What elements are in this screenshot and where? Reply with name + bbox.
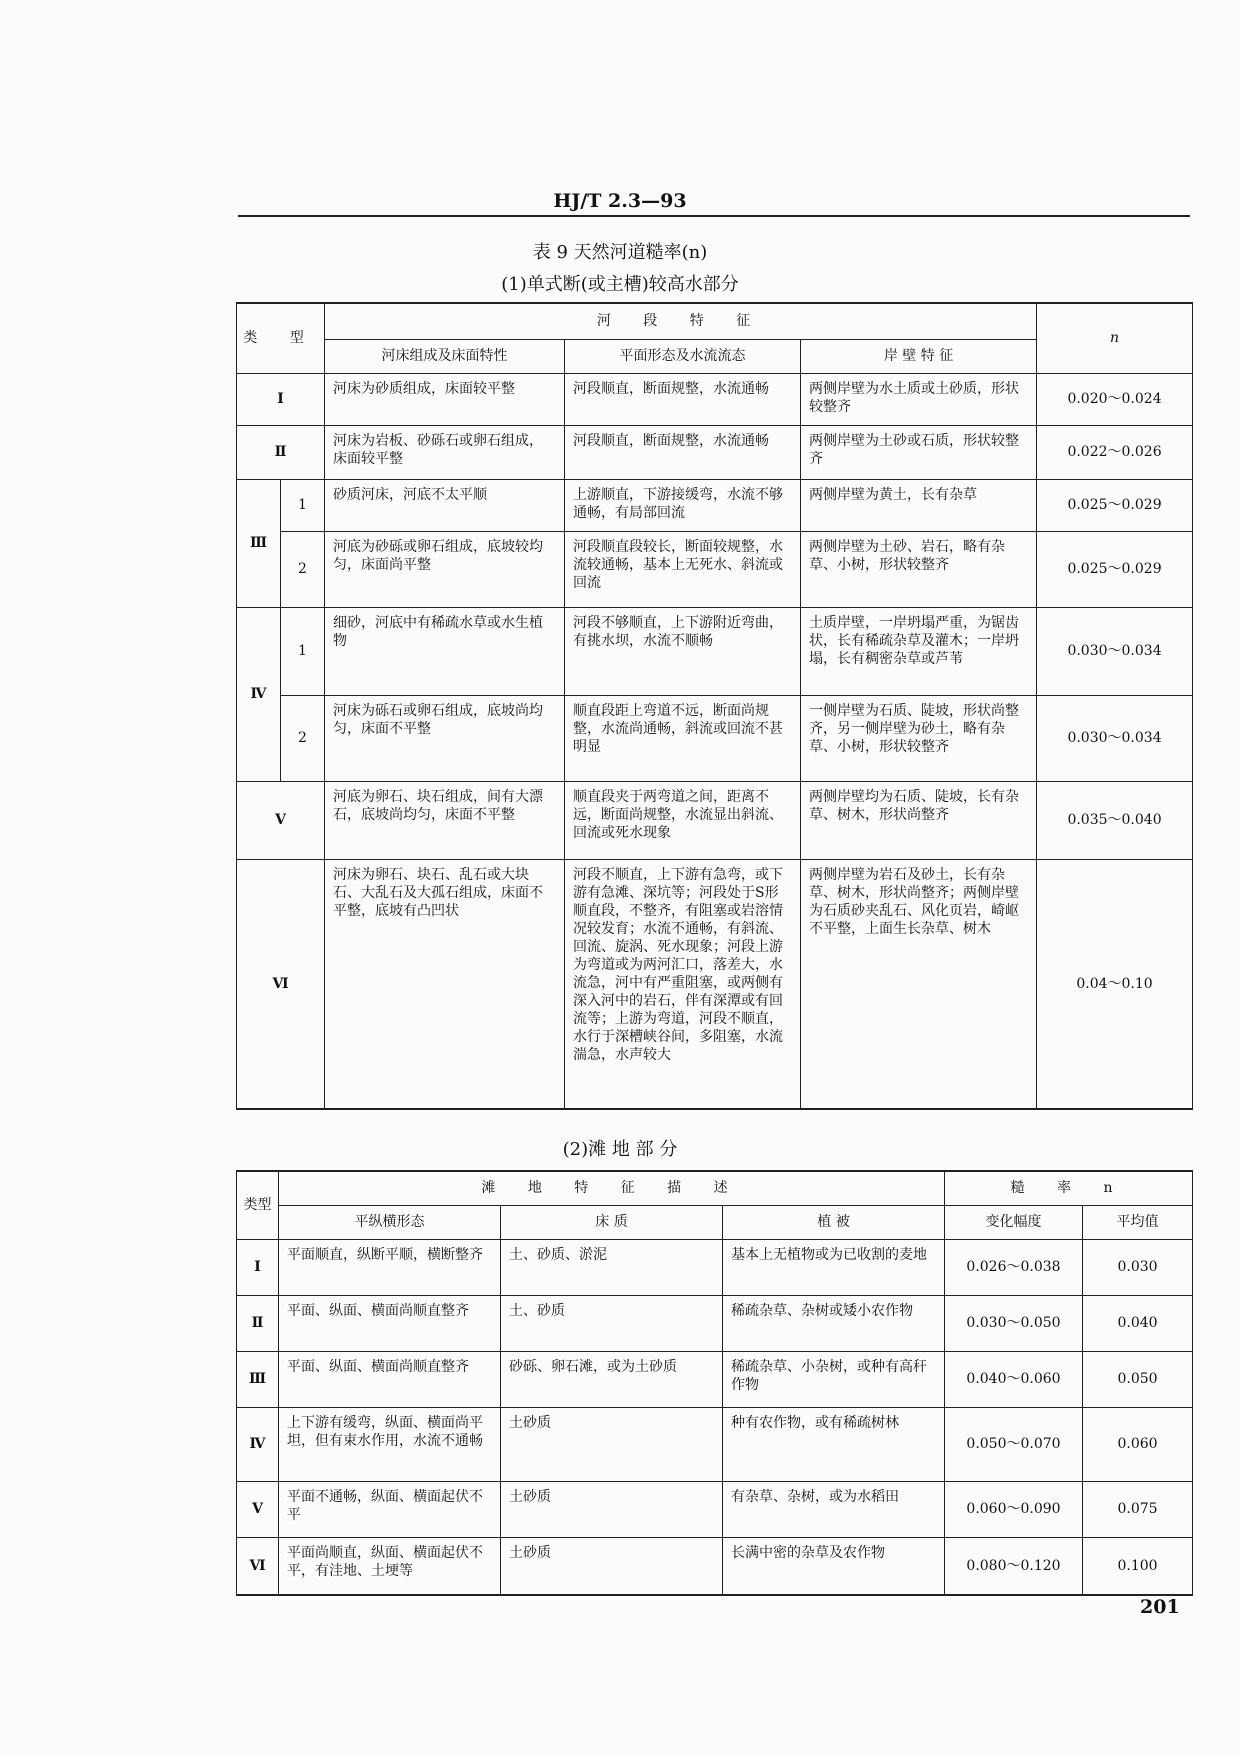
shape-cell: 平面尚顺直，纵面、横面起伏不平，有洼地、土埂等: [279, 1537, 501, 1595]
flow-cell: 河段顺直，断面规整，水流通畅: [565, 425, 801, 479]
table-row: [237, 1295, 1193, 1351]
type-cell: Ⅲ: [237, 1351, 279, 1407]
range-cell: 0.026～0.038: [945, 1239, 1083, 1295]
subtype-cell: 1: [281, 607, 325, 695]
header-bed: 河床组成及床面特性: [325, 339, 565, 373]
bank-cell: 两侧岸壁为水土质或土砂质，形状较整齐: [801, 373, 1037, 425]
flow-cell: 河段不顺直，上下游有急弯，或下游有急滩、深坑等；河段处于S形顺直段，不整齐，有阻塞或岩溶情况较发育；水流不通畅，有斜流、回流、旋涡、死水现象；河段上游为弯道或为两河汇口，落差大，水流急，河中有严重阻塞，或两侧有深入河中的岩石，伴有深潭或有回流等；上游为弯道，河段不顺直，水行于深槽峡谷间，多阻塞，水流湍急，水声较大: [565, 859, 801, 1109]
bed-cell: 河床为卵石、块石、乱石或大块石、大乱石及大孤石组成，床面不平整，底坡有凸凹状: [325, 859, 565, 1109]
bank-cell: 两侧岸壁均为石质、陡坡，长有杂草、树木，形状尚整齐: [801, 781, 1037, 859]
n-cell: 0.025～0.029: [1037, 479, 1193, 531]
flow-cell: 河段顺直，断面规整，水流通畅: [565, 373, 801, 425]
header-type: 类 型: [237, 303, 325, 373]
page-number: 201: [1140, 1596, 1180, 1618]
table-row: [237, 607, 1193, 695]
table-row: [237, 531, 1193, 607]
document-code: HJ/T 2.3—93: [553, 190, 687, 212]
table-row: [237, 373, 1193, 425]
n-cell: 0.04～0.10: [1037, 859, 1193, 1109]
n-cell: 0.022～0.026: [1037, 425, 1193, 479]
table-row: [237, 859, 1193, 1109]
type-cell: Ⅳ: [237, 607, 281, 781]
range-cell: 0.050～0.070: [945, 1407, 1083, 1481]
vegetation-cell: 长满中密的杂草及农作物: [723, 1537, 945, 1595]
table-row: [237, 425, 1193, 479]
bed-material-cell: 土砂质: [501, 1481, 723, 1537]
n-cell: 0.030～0.034: [1037, 607, 1193, 695]
bed-material-cell: 土砂质: [501, 1537, 723, 1595]
bank-cell: 两侧岸壁为土砂或石质，形状较整齐: [801, 425, 1037, 479]
table-row: [237, 1239, 1193, 1295]
header-range: 变化幅度: [945, 1205, 1083, 1239]
vegetation-cell: 基本上无植物或为已收割的麦地: [723, 1239, 945, 1295]
type-cell: Ⅵ: [237, 859, 325, 1109]
bank-cell: 土质岸壁，一岸坍塌严重，为锯齿状，长有稀疏杂草及灌木；一岸坍塌，长有稠密杂草或芦苇: [801, 607, 1037, 695]
table-row: [237, 1407, 1193, 1481]
header-vegetation: 植 被: [723, 1205, 945, 1239]
average-cell: 0.100: [1083, 1537, 1193, 1595]
bank-cell: 一侧岸壁为石质、陡坡，形状尚整齐，另一侧岸壁为砂土，略有杂草、小树，形状较整齐: [801, 695, 1037, 781]
type-cell: Ⅳ: [237, 1407, 279, 1481]
subtype-cell: 2: [281, 695, 325, 781]
bed-material-cell: 砂砾、卵石滩，或为土砂质: [501, 1351, 723, 1407]
table-row: [237, 695, 1193, 781]
table-title: 表 9 天然河道糙率(n): [532, 242, 708, 263]
bed-cell: 细砂，河底中有稀疏水草或水生植物: [325, 607, 565, 695]
vegetation-cell: 稀疏杂草、杂树或矮小农作物: [723, 1295, 945, 1351]
average-cell: 0.030: [1083, 1239, 1193, 1295]
section1-title: (1)单式断(或主槽)较高水部分: [501, 274, 739, 295]
n-cell: 0.020～0.024: [1037, 373, 1193, 425]
bed-cell: 河底为砂砾或卵石组成，底坡较均匀，床面尚平整: [325, 531, 565, 607]
header-shape: 平纵横形态: [279, 1205, 501, 1239]
n-cell: 0.030～0.034: [1037, 695, 1193, 781]
bed-cell: 河床为砾石或卵石组成，底坡尚均匀，床面不平整: [325, 695, 565, 781]
table-row: [237, 1481, 1193, 1537]
range-cell: 0.080～0.120: [945, 1537, 1083, 1595]
header-type: 类型: [237, 1171, 279, 1239]
bed-cell: 砂质河床，河底不太平顺: [325, 479, 565, 531]
range-cell: 0.030～0.050: [945, 1295, 1083, 1351]
header-bank: 岸 壁 特 征: [801, 339, 1037, 373]
bed-material-cell: 土、砂质: [501, 1295, 723, 1351]
type-cell: Ⅱ: [237, 1295, 279, 1351]
bed-material-cell: 土、砂质、淤泥: [501, 1239, 723, 1295]
average-cell: 0.050: [1083, 1351, 1193, 1407]
shape-cell: 平面顺直，纵断平顺，横断整齐: [279, 1239, 501, 1295]
bank-cell: 两侧岸壁为黄土，长有杂草: [801, 479, 1037, 531]
header-floodplain-features: 滩 地 特 征 描 述: [279, 1171, 945, 1205]
roughness-table-floodplain: [236, 1170, 1193, 1596]
table-row: [237, 1351, 1193, 1407]
bed-cell: 河床为岩板、砂砾石或卵石组成，床面较平整: [325, 425, 565, 479]
table-row: [237, 479, 1193, 531]
vegetation-cell: 有杂草、杂树，或为水稻田: [723, 1481, 945, 1537]
subtype-cell: 2: [281, 531, 325, 607]
average-cell: 0.060: [1083, 1407, 1193, 1481]
bank-cell: 两侧岸壁为土砂、岩石，略有杂草、小树，形状较整齐: [801, 531, 1037, 607]
bed-cell: 河床为砂质组成，床面较平整: [325, 373, 565, 425]
average-cell: 0.040: [1083, 1295, 1193, 1351]
flow-cell: 上游顺直，下游接缓弯，水流不够通畅，有局部回流: [565, 479, 801, 531]
n-cell: 0.035～0.040: [1037, 781, 1193, 859]
header-reach-features: 河 段 特 征: [325, 303, 1037, 339]
section2-title: (2)滩 地 部 分: [562, 1139, 678, 1160]
flow-cell: 河段不够顺直，上下游附近弯曲，有挑水坝，水流不顺畅: [565, 607, 801, 695]
type-cell: I: [237, 373, 325, 425]
bank-cell: 两侧岸壁为岩石及砂土，长有杂草、树木，形状尚整齐；两侧岸壁为石质砂夹乱石、风化页岩，崎岖不平整，上面生长杂草、树木: [801, 859, 1037, 1109]
flow-cell: 顺直段夹于两弯道之间，距离不远，断面尚规整，水流显出斜流、回流或死水现象: [565, 781, 801, 859]
shape-cell: 平面、纵面、横面尚顺直整齐: [279, 1295, 501, 1351]
header-bed-material: 床 质: [501, 1205, 723, 1239]
flow-cell: 河段顺直段较长，断面较规整，水流较通畅，基本上无死水、斜流或回流: [565, 531, 801, 607]
range-cell: 0.040～0.060: [945, 1351, 1083, 1407]
flow-cell: 顺直段距上弯道不远，断面尚规整，水流尚通畅，斜流或回流不甚明显: [565, 695, 801, 781]
shape-cell: 平面、纵面、横面尚顺直整齐: [279, 1351, 501, 1407]
n-cell: 0.025～0.029: [1037, 531, 1193, 607]
type-cell: V: [237, 781, 325, 859]
roughness-table-main-channel: [236, 302, 1193, 1110]
type-cell: Ⅵ: [237, 1537, 279, 1595]
range-cell: 0.060～0.090: [945, 1481, 1083, 1537]
vegetation-cell: 稀疏杂草、小杂树，或种有高秆作物: [723, 1351, 945, 1407]
shape-cell: 上下游有缓弯，纵面、横面尚平坦，但有束水作用，水流不通畅: [279, 1407, 501, 1481]
bed-cell: 河底为卵石、块石组成，间有大漂石，底坡尚均匀，床面不平整: [325, 781, 565, 859]
type-cell: V: [237, 1481, 279, 1537]
type-cell: Ⅲ: [237, 479, 281, 607]
vegetation-cell: 种有农作物，或有稀疏树林: [723, 1407, 945, 1481]
header-n: n: [1037, 303, 1193, 373]
bed-material-cell: 土砂质: [501, 1407, 723, 1481]
average-cell: 0.075: [1083, 1481, 1193, 1537]
type-cell: I: [237, 1239, 279, 1295]
shape-cell: 平面不通畅，纵面、横面起伏不平: [279, 1481, 501, 1537]
header-flow: 平面形态及水流流态: [565, 339, 801, 373]
table-row: [237, 781, 1193, 859]
type-cell: Ⅱ: [237, 425, 325, 479]
header-average: 平均值: [1083, 1205, 1193, 1239]
table-row: [237, 1537, 1193, 1595]
subtype-cell: 1: [281, 479, 325, 531]
header-roughness: 糙 率 n: [945, 1171, 1193, 1205]
header-rule: [238, 215, 1190, 217]
